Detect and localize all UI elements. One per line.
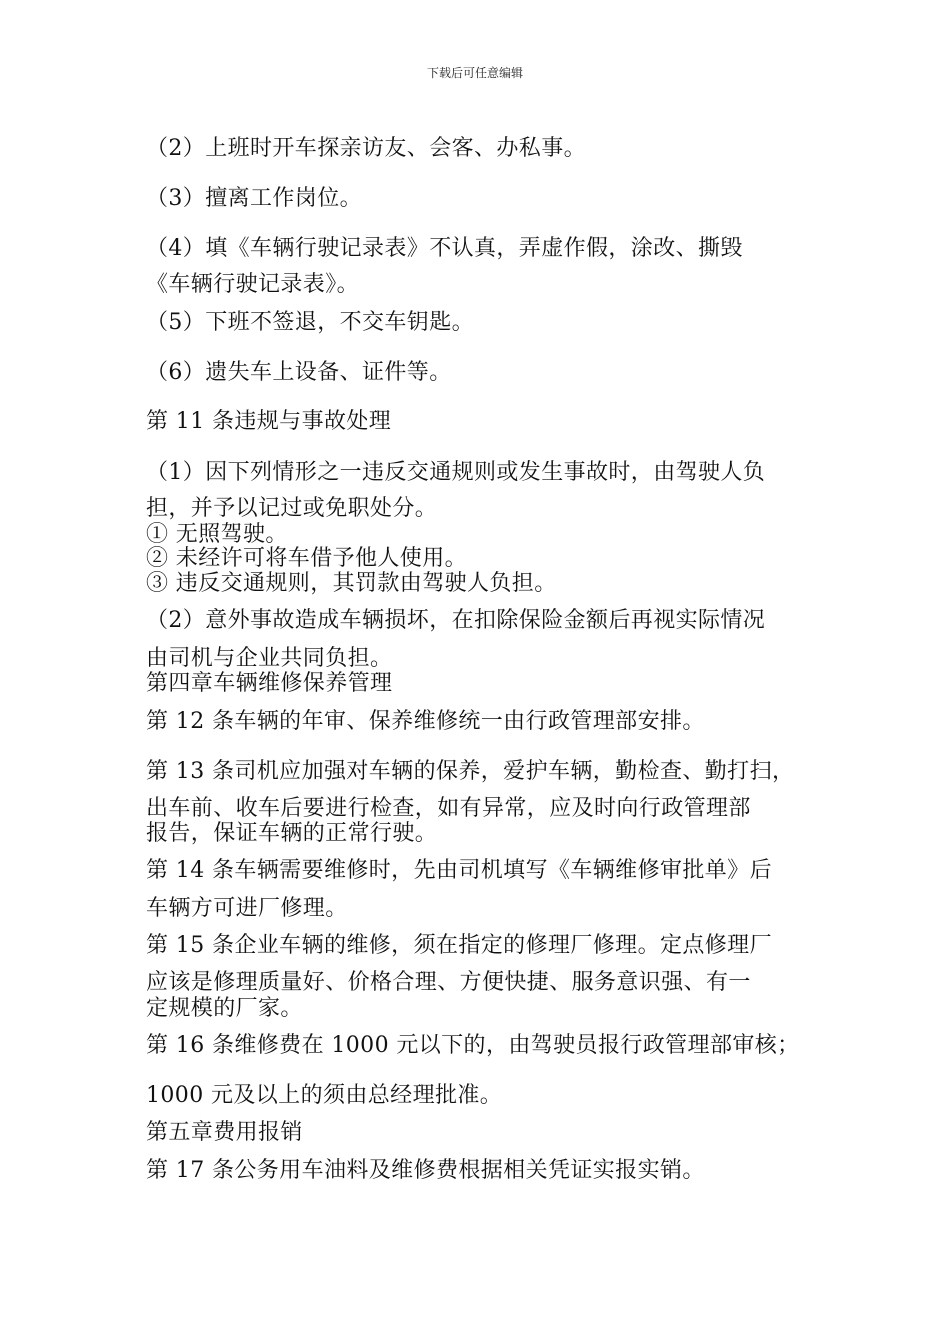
article-heading: 第 17 条公务用车油料及维修费根据相关凭证实报实销。 — [146, 1158, 705, 1183]
list-item: 担，并予以记过或免职处分。 — [146, 496, 438, 521]
list-item: （4）填《车辆行驶记录表》不认真，弄虚作假，涂改、撕毁 — [146, 236, 743, 261]
list-item: 《车辆行驶记录表》。 — [146, 272, 360, 297]
article-heading: 第 11 条违规与事故处理 — [146, 409, 392, 434]
article-heading: 第 13 条司机应加强对车辆的保养，爱护车辆，勤检查、勤打扫， — [146, 759, 795, 784]
list-item: 1000 元及以上的须由总经理批准。 — [146, 1083, 503, 1108]
list-item: 报告，保证车辆的正常行驶。 — [146, 821, 438, 846]
list-item: （3）擅离工作岗位。 — [146, 186, 362, 211]
chapter-heading: 第四章车辆维修保养管理 — [146, 671, 393, 696]
list-item: 车辆方可进厂修理。 — [146, 896, 348, 921]
article-heading: 第 15 条企业车辆的维修，须在指定的修理厂修理。定点修理厂 — [146, 933, 772, 958]
article-heading: 第 14 条车辆需要维修时，先由司机填写《车辆维修审批单》后 — [146, 858, 772, 883]
chapter-heading: 第五章费用报销 — [146, 1120, 303, 1145]
list-item: 由司机与企业共同负担。 — [146, 646, 393, 671]
article-heading: 第 16 条维修费在 1000 元以下的，由驾驶员报行政管理部审核； — [146, 1033, 800, 1058]
list-item: 应该是修理质量好、价格合理、方便快捷、服务意识强、有一 — [146, 970, 751, 995]
list-item: （5）下班不签退，不交车钥匙。 — [146, 310, 474, 335]
article-heading: 第 12 条车辆的年审、保养维修统一由行政管理部安排。 — [146, 709, 705, 734]
list-item: ① 无照驾驶。 — [146, 522, 288, 547]
list-item: ③ 违反交通规则，其罚款由驾驶人负担。 — [146, 571, 557, 596]
list-item: 出车前、收车后要进行检查，如有异常，应及时向行政管理部 — [146, 796, 751, 821]
list-item: 定规模的厂家。 — [146, 996, 303, 1021]
list-item: （6）遗失车上设备、证件等。 — [146, 360, 452, 385]
list-item: （1）因下列情形之一违反交通规则或发生事故时，由驾驶人负 — [146, 460, 766, 485]
list-item: （2）意外事故造成车辆损坏，在扣除保险金额后再视实际情况 — [146, 608, 766, 633]
list-item: ② 未经许可将车借予他人使用。 — [146, 546, 467, 571]
page-header: 下载后可任意编辑 — [426, 66, 523, 80]
list-item: （2）上班时开车探亲访友、会客、办私事。 — [146, 136, 586, 161]
